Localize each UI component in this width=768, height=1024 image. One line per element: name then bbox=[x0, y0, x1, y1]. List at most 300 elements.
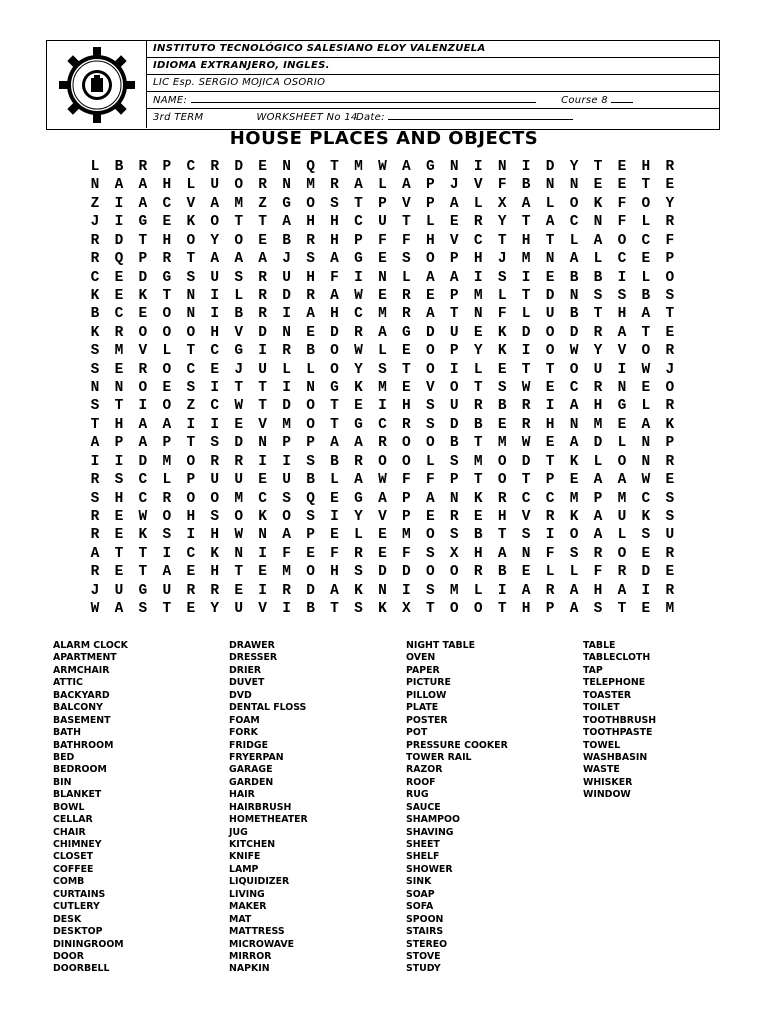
grid-letter[interactable]: Z bbox=[258, 195, 267, 212]
grid-letter[interactable]: Y bbox=[210, 601, 220, 618]
grid-letter[interactable]: O bbox=[186, 453, 196, 470]
grid-letter[interactable]: G bbox=[354, 251, 363, 268]
grid-letter[interactable]: B bbox=[282, 232, 291, 249]
grid-letter[interactable]: R bbox=[354, 453, 363, 470]
grid-letter[interactable]: W bbox=[521, 380, 531, 397]
grid-letter[interactable]: K bbox=[258, 509, 267, 526]
grid-letter[interactable]: R bbox=[665, 214, 675, 231]
grid-letter[interactable]: N bbox=[449, 490, 459, 507]
grid-letter[interactable]: H bbox=[641, 159, 651, 175]
grid-letter[interactable]: L bbox=[593, 251, 603, 268]
grid-letter[interactable]: A bbox=[569, 435, 579, 452]
grid-letter[interactable]: O bbox=[449, 601, 459, 618]
grid-letter[interactable]: U bbox=[210, 177, 220, 194]
grid-letter[interactable]: U bbox=[449, 324, 459, 341]
grid-letter[interactable]: M bbox=[354, 159, 363, 175]
grid-letter[interactable]: H bbox=[330, 306, 339, 323]
grid-letter[interactable]: E bbox=[378, 527, 387, 544]
grid-letter[interactable]: O bbox=[569, 527, 579, 544]
grid-letter[interactable]: R bbox=[162, 490, 172, 507]
grid-letter[interactable]: L bbox=[354, 527, 363, 544]
grid-letter[interactable]: C bbox=[210, 343, 220, 360]
grid-letter[interactable]: N bbox=[497, 159, 507, 175]
grid-letter[interactable]: I bbox=[473, 159, 483, 175]
grid-letter[interactable]: F bbox=[330, 545, 339, 562]
grid-letter[interactable]: D bbox=[330, 324, 339, 341]
grid-letter[interactable]: U bbox=[114, 582, 124, 599]
grid-letter[interactable]: E bbox=[258, 472, 267, 489]
grid-letter[interactable]: B bbox=[641, 287, 651, 304]
grid-letter[interactable]: X bbox=[497, 195, 507, 212]
grid-letter[interactable]: E bbox=[330, 527, 339, 544]
grid-letter[interactable]: A bbox=[641, 306, 651, 323]
grid-letter[interactable]: B bbox=[330, 453, 339, 470]
grid-letter[interactable]: E bbox=[306, 545, 315, 562]
grid-letter[interactable]: K bbox=[90, 287, 100, 304]
grid-letter[interactable]: X bbox=[449, 545, 459, 562]
grid-letter[interactable]: I bbox=[641, 582, 651, 599]
grid-letter[interactable]: T bbox=[545, 361, 555, 378]
grid-letter[interactable]: P bbox=[449, 287, 459, 304]
grid-letter[interactable]: R bbox=[90, 564, 100, 581]
grid-letter[interactable]: E bbox=[521, 564, 531, 581]
grid-letter[interactable]: F bbox=[402, 232, 411, 249]
grid-letter[interactable]: I bbox=[449, 361, 459, 378]
grid-letter[interactable]: I bbox=[354, 269, 363, 286]
grid-letter[interactable]: H bbox=[473, 251, 483, 268]
grid-letter[interactable]: N bbox=[306, 380, 315, 397]
grid-letter[interactable]: R bbox=[90, 527, 100, 544]
grid-letter[interactable]: O bbox=[378, 453, 387, 470]
grid-letter[interactable]: P bbox=[306, 527, 315, 544]
grid-letter[interactable]: Y bbox=[497, 214, 507, 231]
grid-letter[interactable]: W bbox=[138, 509, 148, 526]
grid-letter[interactable]: C bbox=[473, 232, 483, 249]
grid-letter[interactable]: P bbox=[306, 435, 315, 452]
grid-letter[interactable]: H bbox=[306, 214, 315, 231]
grid-letter[interactable]: C bbox=[162, 195, 172, 212]
grid-letter[interactable]: D bbox=[234, 435, 244, 452]
grid-letter[interactable]: R bbox=[402, 306, 411, 323]
grid-letter[interactable]: L bbox=[234, 287, 244, 304]
grid-letter[interactable]: S bbox=[665, 509, 675, 526]
grid-letter[interactable]: W bbox=[521, 435, 531, 452]
grid-letter[interactable]: T bbox=[473, 435, 483, 452]
grid-letter[interactable]: O bbox=[306, 195, 315, 212]
grid-letter[interactable]: O bbox=[569, 361, 579, 378]
grid-letter[interactable]: O bbox=[617, 232, 627, 249]
grid-letter[interactable]: J bbox=[449, 177, 459, 194]
grid-letter[interactable]: L bbox=[593, 453, 603, 470]
grid-letter[interactable]: C bbox=[138, 472, 148, 489]
grid-letter[interactable]: T bbox=[138, 564, 148, 581]
grid-letter[interactable]: Z bbox=[90, 195, 100, 212]
grid-letter[interactable]: S bbox=[593, 601, 603, 618]
grid-letter[interactable]: P bbox=[425, 177, 435, 194]
grid-letter[interactable]: I bbox=[282, 601, 291, 618]
grid-letter[interactable]: K bbox=[473, 490, 483, 507]
grid-letter[interactable]: E bbox=[162, 380, 172, 397]
grid-letter[interactable]: T bbox=[138, 545, 148, 562]
grid-letter[interactable]: T bbox=[186, 435, 196, 452]
grid-letter[interactable]: D bbox=[593, 435, 603, 452]
grid-letter[interactable]: C bbox=[354, 306, 363, 323]
grid-letter[interactable]: O bbox=[402, 453, 411, 470]
grid-letter[interactable]: E bbox=[641, 601, 651, 618]
grid-letter[interactable]: I bbox=[258, 545, 267, 562]
grid-letter[interactable]: O bbox=[425, 343, 435, 360]
grid-letter[interactable]: T bbox=[521, 214, 531, 231]
grid-letter[interactable]: E bbox=[378, 545, 387, 562]
grid-letter[interactable]: T bbox=[258, 380, 267, 397]
grid-letter[interactable]: C bbox=[210, 398, 220, 415]
grid-letter[interactable]: F bbox=[282, 545, 291, 562]
grid-letter[interactable]: I bbox=[402, 582, 411, 599]
grid-letter[interactable]: V bbox=[473, 177, 483, 194]
grid-letter[interactable]: F bbox=[378, 232, 387, 249]
grid-letter[interactable]: S bbox=[114, 472, 124, 489]
grid-letter[interactable]: C bbox=[641, 232, 651, 249]
grid-letter[interactable]: L bbox=[473, 582, 483, 599]
grid-letter[interactable]: R bbox=[90, 472, 100, 489]
grid-letter[interactable]: A bbox=[378, 490, 387, 507]
grid-letter[interactable]: O bbox=[162, 324, 172, 341]
grid-letter[interactable]: V bbox=[258, 416, 267, 433]
grid-letter[interactable]: S bbox=[617, 287, 627, 304]
grid-letter[interactable]: H bbox=[306, 269, 315, 286]
grid-letter[interactable]: G bbox=[617, 398, 627, 415]
grid-letter[interactable]: O bbox=[306, 398, 315, 415]
grid-letter[interactable]: D bbox=[138, 269, 148, 286]
grid-letter[interactable]: C bbox=[138, 490, 148, 507]
grid-letter[interactable]: W bbox=[378, 472, 387, 489]
grid-letter[interactable]: R bbox=[138, 159, 148, 175]
grid-letter[interactable]: T bbox=[497, 232, 507, 249]
grid-letter[interactable]: M bbox=[306, 177, 315, 194]
grid-letter[interactable]: S bbox=[306, 509, 315, 526]
grid-letter[interactable]: H bbox=[593, 398, 603, 415]
grid-letter[interactable]: V bbox=[234, 324, 244, 341]
grid-letter[interactable]: W bbox=[378, 159, 387, 175]
grid-letter[interactable]: P bbox=[449, 251, 459, 268]
grid-letter[interactable]: M bbox=[449, 582, 459, 599]
grid-letter[interactable]: P bbox=[378, 195, 387, 212]
grid-letter[interactable]: S bbox=[665, 287, 675, 304]
grid-letter[interactable]: B bbox=[449, 435, 459, 452]
grid-letter[interactable]: K bbox=[665, 416, 675, 433]
grid-letter[interactable]: A bbox=[617, 472, 627, 489]
grid-letter[interactable]: M bbox=[282, 564, 291, 581]
grid-letter[interactable]: A bbox=[521, 582, 531, 599]
grid-letter[interactable]: T bbox=[545, 232, 555, 249]
grid-letter[interactable]: V bbox=[258, 601, 267, 618]
grid-letter[interactable]: I bbox=[258, 343, 267, 360]
grid-letter[interactable]: T bbox=[617, 601, 627, 618]
grid-letter[interactable]: E bbox=[545, 380, 555, 397]
grid-letter[interactable]: M bbox=[665, 601, 675, 618]
grid-letter[interactable]: L bbox=[378, 177, 387, 194]
grid-letter[interactable]: S bbox=[449, 527, 459, 544]
grid-letter[interactable]: R bbox=[258, 287, 267, 304]
grid-letter[interactable]: C bbox=[617, 251, 627, 268]
grid-letter[interactable]: G bbox=[330, 380, 339, 397]
grid-letter[interactable]: H bbox=[330, 214, 339, 231]
grid-letter[interactable]: A bbox=[210, 251, 220, 268]
grid-letter[interactable]: R bbox=[90, 251, 100, 268]
grid-letter[interactable]: N bbox=[473, 306, 483, 323]
grid-letter[interactable]: O bbox=[449, 564, 459, 581]
grid-letter[interactable]: H bbox=[162, 177, 172, 194]
grid-letter[interactable]: A bbox=[449, 269, 459, 286]
grid-letter[interactable]: C bbox=[569, 214, 579, 231]
grid-letter[interactable]: D bbox=[114, 232, 124, 249]
grid-letter[interactable]: E bbox=[545, 435, 555, 452]
grid-letter[interactable]: E bbox=[665, 472, 675, 489]
grid-letter[interactable]: U bbox=[234, 472, 244, 489]
grid-letter[interactable]: O bbox=[665, 380, 675, 397]
grid-letter[interactable]: R bbox=[210, 453, 220, 470]
grid-letter[interactable]: K bbox=[138, 527, 148, 544]
grid-letter[interactable]: E bbox=[425, 509, 435, 526]
grid-letter[interactable]: R bbox=[330, 177, 339, 194]
grid-letter[interactable]: D bbox=[641, 564, 651, 581]
grid-letter[interactable]: E bbox=[114, 269, 124, 286]
grid-letter[interactable]: O bbox=[425, 361, 435, 378]
grid-letter[interactable]: I bbox=[90, 453, 100, 470]
grid-letter[interactable]: V bbox=[425, 380, 435, 397]
grid-letter[interactable]: N bbox=[282, 177, 291, 194]
grid-letter[interactable]: K bbox=[569, 453, 579, 470]
grid-letter[interactable]: B bbox=[497, 564, 507, 581]
grid-letter[interactable]: E bbox=[402, 343, 411, 360]
grid-letter[interactable]: N bbox=[545, 251, 555, 268]
grid-letter[interactable]: U bbox=[593, 361, 603, 378]
grid-letter[interactable]: A bbox=[330, 287, 339, 304]
grid-letter[interactable]: T bbox=[330, 416, 339, 433]
grid-letter[interactable]: O bbox=[210, 490, 220, 507]
grid-letter[interactable]: R bbox=[473, 398, 483, 415]
grid-letter[interactable]: P bbox=[354, 232, 363, 249]
grid-letter[interactable]: E bbox=[473, 324, 483, 341]
grid-letter[interactable]: F bbox=[497, 306, 507, 323]
grid-letter[interactable]: A bbox=[593, 232, 603, 249]
grid-letter[interactable]: C bbox=[90, 269, 100, 286]
grid-letter[interactable]: T bbox=[234, 380, 244, 397]
grid-letter[interactable]: S bbox=[90, 343, 100, 360]
grid-letter[interactable]: N bbox=[282, 324, 291, 341]
grid-letter[interactable]: M bbox=[402, 527, 411, 544]
grid-letter[interactable]: S bbox=[186, 269, 196, 286]
grid-letter[interactable]: M bbox=[569, 490, 579, 507]
grid-letter[interactable]: S bbox=[497, 380, 507, 397]
grid-letter[interactable]: S bbox=[234, 269, 244, 286]
grid-letter[interactable]: V bbox=[186, 195, 196, 212]
grid-letter[interactable]: R bbox=[593, 324, 603, 341]
grid-letter[interactable]: S bbox=[90, 361, 100, 378]
grid-letter[interactable]: R bbox=[521, 398, 531, 415]
grid-letter[interactable]: T bbox=[521, 287, 531, 304]
grid-letter[interactable]: B bbox=[569, 306, 579, 323]
grid-letter[interactable]: H bbox=[617, 306, 627, 323]
grid-letter[interactable]: E bbox=[378, 287, 387, 304]
grid-letter[interactable]: U bbox=[378, 214, 387, 231]
grid-letter[interactable]: J bbox=[90, 582, 100, 599]
grid-letter[interactable]: B bbox=[473, 416, 483, 433]
grid-letter[interactable]: S bbox=[138, 601, 148, 618]
grid-letter[interactable]: S bbox=[425, 545, 435, 562]
course-blank[interactable] bbox=[611, 92, 633, 103]
grid-letter[interactable]: I bbox=[114, 195, 124, 212]
grid-letter[interactable]: M bbox=[234, 195, 244, 212]
grid-letter[interactable]: L bbox=[497, 287, 507, 304]
grid-letter[interactable]: A bbox=[593, 509, 603, 526]
grid-letter[interactable]: R bbox=[665, 398, 675, 415]
grid-letter[interactable]: R bbox=[617, 564, 627, 581]
grid-letter[interactable]: R bbox=[234, 453, 244, 470]
grid-letter[interactable]: B bbox=[306, 601, 315, 618]
grid-letter[interactable]: A bbox=[402, 159, 411, 175]
grid-letter[interactable]: E bbox=[138, 306, 148, 323]
grid-letter[interactable]: T bbox=[473, 472, 483, 489]
grid-letter[interactable]: T bbox=[162, 601, 172, 618]
grid-letter[interactable]: U bbox=[282, 269, 291, 286]
grid-letter[interactable]: B bbox=[497, 398, 507, 415]
grid-letter[interactable]: A bbox=[114, 601, 124, 618]
grid-letter[interactable]: T bbox=[402, 214, 411, 231]
grid-letter[interactable]: L bbox=[545, 564, 555, 581]
grid-letter[interactable]: S bbox=[665, 490, 675, 507]
grid-letter[interactable]: D bbox=[545, 287, 555, 304]
grid-letter[interactable]: T bbox=[258, 398, 267, 415]
grid-letter[interactable]: M bbox=[593, 416, 603, 433]
grid-letter[interactable]: I bbox=[210, 287, 220, 304]
grid-letter[interactable]: A bbox=[282, 527, 291, 544]
grid-letter[interactable]: L bbox=[378, 343, 387, 360]
grid-letter[interactable]: D bbox=[306, 582, 315, 599]
grid-letter[interactable]: W bbox=[234, 527, 244, 544]
grid-letter[interactable]: L bbox=[162, 343, 172, 360]
grid-letter[interactable]: M bbox=[497, 435, 507, 452]
grid-letter[interactable]: U bbox=[258, 361, 267, 378]
grid-letter[interactable]: E bbox=[258, 564, 267, 581]
grid-letter[interactable]: C bbox=[545, 490, 555, 507]
grid-letter[interactable]: T bbox=[354, 195, 363, 212]
grid-letter[interactable]: Y bbox=[210, 232, 220, 249]
grid-letter[interactable]: M bbox=[282, 416, 291, 433]
grid-letter[interactable]: A bbox=[90, 545, 100, 562]
grid-letter[interactable]: F bbox=[617, 214, 627, 231]
grid-letter[interactable]: B bbox=[473, 527, 483, 544]
grid-letter[interactable]: A bbox=[330, 435, 339, 452]
grid-letter[interactable]: C bbox=[258, 490, 267, 507]
grid-letter[interactable]: S bbox=[354, 601, 363, 618]
grid-letter[interactable]: U bbox=[210, 472, 220, 489]
grid-letter[interactable]: R bbox=[258, 306, 267, 323]
grid-letter[interactable]: R bbox=[210, 582, 220, 599]
grid-letter[interactable]: L bbox=[641, 398, 651, 415]
grid-letter[interactable]: D bbox=[282, 287, 291, 304]
grid-letter[interactable]: R bbox=[665, 453, 675, 470]
grid-letter[interactable]: T bbox=[162, 287, 172, 304]
grid-letter[interactable]: N bbox=[378, 269, 387, 286]
grid-letter[interactable]: Q bbox=[114, 251, 124, 268]
grid-letter[interactable]: D bbox=[378, 564, 387, 581]
grid-letter[interactable]: R bbox=[545, 509, 555, 526]
grid-letter[interactable]: Y bbox=[354, 509, 363, 526]
grid-letter[interactable]: M bbox=[162, 453, 172, 470]
grid-letter[interactable]: L bbox=[90, 159, 100, 175]
grid-letter[interactable]: S bbox=[425, 416, 435, 433]
grid-letter[interactable]: E bbox=[330, 490, 339, 507]
grid-letter[interactable]: N bbox=[593, 214, 603, 231]
grid-letter[interactable]: M bbox=[114, 343, 124, 360]
grid-letter[interactable]: E bbox=[641, 380, 651, 397]
grid-letter[interactable]: R bbox=[138, 361, 148, 378]
grid-letter[interactable]: T bbox=[521, 361, 531, 378]
grid-letter[interactable]: P bbox=[186, 472, 196, 489]
grid-letter[interactable]: G bbox=[282, 195, 291, 212]
grid-letter[interactable]: W bbox=[641, 361, 651, 378]
grid-letter[interactable]: S bbox=[162, 527, 172, 544]
grid-letter[interactable]: L bbox=[162, 472, 172, 489]
grid-letter[interactable]: R bbox=[402, 416, 411, 433]
grid-letter[interactable]: S bbox=[282, 490, 291, 507]
grid-letter[interactable]: I bbox=[521, 343, 531, 360]
grid-letter[interactable]: D bbox=[234, 159, 244, 175]
grid-letter[interactable]: E bbox=[641, 251, 651, 268]
grid-letter[interactable]: R bbox=[665, 582, 675, 599]
grid-letter[interactable]: H bbox=[425, 232, 435, 249]
grid-letter[interactable]: A bbox=[425, 269, 435, 286]
grid-letter[interactable]: I bbox=[186, 527, 196, 544]
grid-letter[interactable]: A bbox=[354, 435, 363, 452]
grid-letter[interactable]: R bbox=[90, 232, 100, 249]
grid-letter[interactable]: A bbox=[593, 527, 603, 544]
grid-letter[interactable]: B bbox=[593, 269, 603, 286]
grid-letter[interactable]: P bbox=[402, 509, 411, 526]
grid-letter[interactable]: R bbox=[473, 214, 483, 231]
grid-letter[interactable]: N bbox=[569, 416, 579, 433]
grid-letter[interactable]: F bbox=[665, 232, 675, 249]
grid-letter[interactable]: H bbox=[521, 601, 531, 618]
grid-letter[interactable]: K bbox=[641, 509, 651, 526]
grid-letter[interactable]: Y bbox=[665, 195, 675, 212]
grid-letter[interactable]: A bbox=[569, 601, 579, 618]
grid-letter[interactable]: K bbox=[497, 343, 507, 360]
grid-letter[interactable]: C bbox=[186, 159, 196, 175]
grid-letter[interactable]: A bbox=[138, 177, 148, 194]
grid-letter[interactable]: H bbox=[402, 398, 411, 415]
grid-letter[interactable]: R bbox=[282, 343, 291, 360]
grid-letter[interactable]: B bbox=[234, 306, 244, 323]
grid-letter[interactable]: S bbox=[641, 527, 651, 544]
grid-letter[interactable]: E bbox=[497, 361, 507, 378]
grid-letter[interactable]: E bbox=[665, 177, 675, 194]
grid-letter[interactable]: P bbox=[425, 195, 435, 212]
grid-letter[interactable]: A bbox=[354, 472, 363, 489]
grid-letter[interactable]: U bbox=[449, 398, 459, 415]
grid-letter[interactable]: M bbox=[521, 251, 531, 268]
grid-letter[interactable]: T bbox=[545, 453, 555, 470]
grid-letter[interactable]: U bbox=[162, 582, 172, 599]
grid-letter[interactable]: T bbox=[186, 251, 196, 268]
grid-letter[interactable]: P bbox=[114, 435, 124, 452]
grid-letter[interactable]: N bbox=[258, 435, 267, 452]
grid-letter[interactable]: T bbox=[641, 324, 651, 341]
grid-letter[interactable]: E bbox=[425, 287, 435, 304]
grid-letter[interactable]: O bbox=[234, 177, 244, 194]
grid-letter[interactable]: A bbox=[354, 177, 363, 194]
